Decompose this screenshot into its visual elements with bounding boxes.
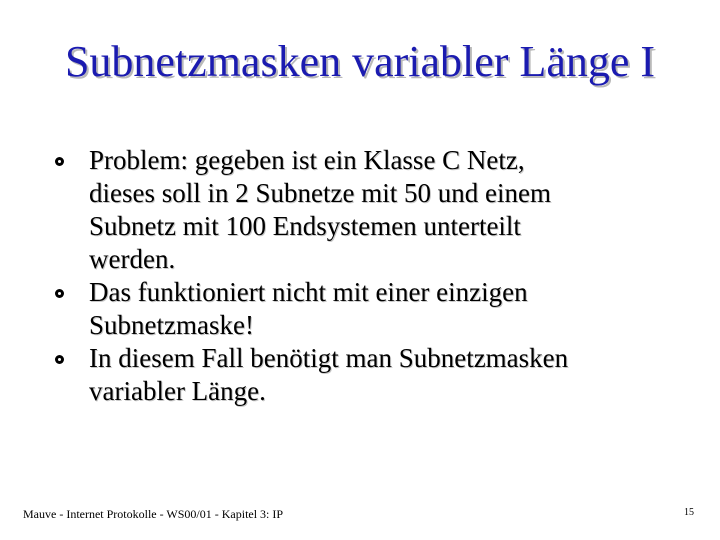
slide-footer: Mauve - Internet Protokolle - WS00/01 - Kapitel 3: IP <box>23 507 284 521</box>
bullet-item <box>52 276 692 342</box>
bullet-list <box>52 144 692 408</box>
bullet-dot-icon <box>55 289 64 298</box>
page-number: 15 <box>684 507 694 518</box>
bullet-item <box>52 144 692 276</box>
bullet-dot-icon <box>55 355 64 364</box>
slide-title: Subnetzmasken variabler Länge I <box>64 37 656 86</box>
bullet-dot-icon <box>55 157 64 166</box>
bullet-text: In diesem Fall benötigt man Subnetzmasken variabler Länge. <box>89 343 569 406</box>
bullet-text: Das funktioniert nicht mit einer einzigen Subnetzmaske! <box>89 277 528 340</box>
bullet-item <box>52 342 692 408</box>
bullet-text: Problem: gegeben ist ein Klasse C Netz, dieses soll in 2 Subnetze mit 50 und einem Subnetz mit 100 Endsystemen unterteilt werden. <box>89 145 551 274</box>
